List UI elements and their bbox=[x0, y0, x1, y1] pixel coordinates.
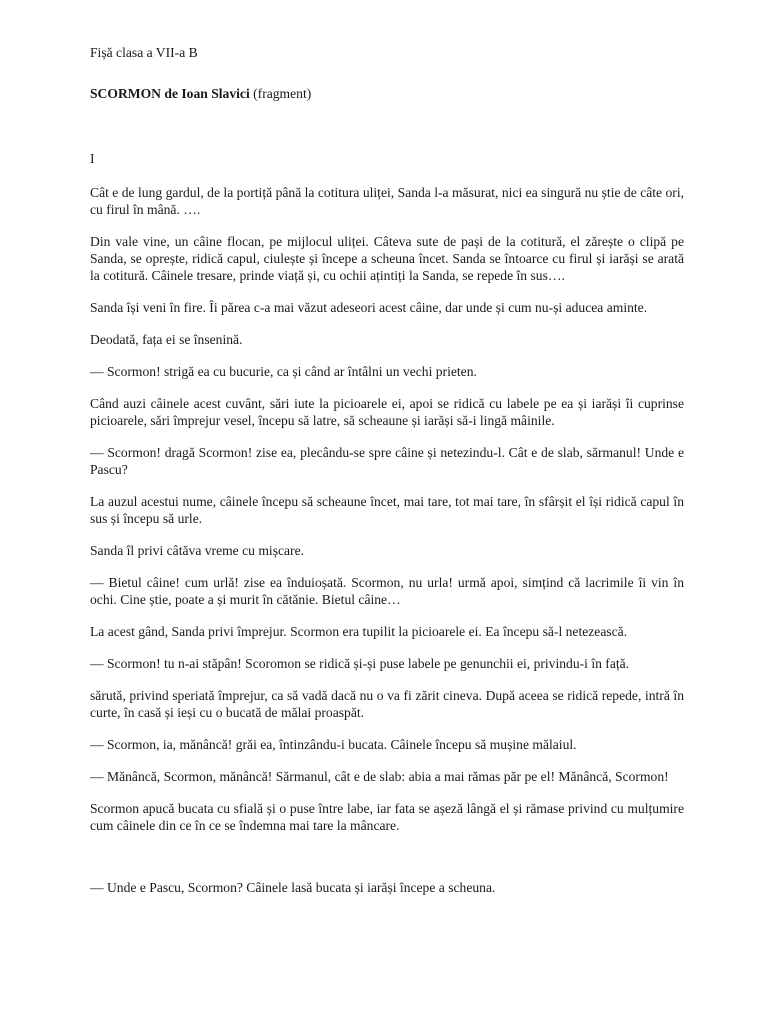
paragraph-11: La acest gând, Sanda privi împrejur. Scormon era tupilit la picioarele ei. Ea începu să-l netezească. bbox=[90, 624, 628, 639]
document-header: Fișă clasa a VII-a B bbox=[90, 45, 198, 60]
paragraph-5: — Scormon! strigă ea cu bucurie, ca și când ar întâlni un vechi prieten. bbox=[90, 364, 477, 379]
section-number: I bbox=[90, 151, 95, 166]
paragraph-15: — Mănâncă, Scormon, mănâncă! Sărmanul, cât e de slab: abia a mai rămas păr pe el! Mănâncă, Scormon! bbox=[90, 769, 669, 784]
paragraph-6: Când auzi câinele acest cuvânt, sări iute la picioarele ei, apoi se ridică cu labele pe ea și iarăși îi cuprinse picioarele, sări împrejur vesel, începu să latre, să scheaune și iarăși să-i lingă mâinile. bbox=[90, 396, 684, 428]
title-subtitle-part: (fragment) bbox=[249, 86, 312, 101]
paragraph-7: — Scormon! dragă Scormon! zise ea, plecându-se spre câine și netezindu-l. Cât e de slab, sărmanul! Unde e Pascu? bbox=[90, 445, 684, 477]
paragraph-12: — Scormon! tu n-ai stăpân! Scoromon se ridică și-și puse labele pe genunchii ei, privindu-i în față. bbox=[90, 656, 630, 671]
paragraph-1: Cât e de lung gardul, de la portiță până la cotitura uliței, Sanda l-a măsurat, nici ea singură nu știe de câte ori, cu firul în mână. …. bbox=[90, 185, 684, 217]
title-bold-part: SCORMON de Ioan Slavici bbox=[90, 86, 250, 101]
paragraph-8: La auzul acestui nume, câinele începu să scheaune încet, mai tare, tot mai tare, în sfârșit el își ridică capul în sus și începu să urle. bbox=[90, 494, 684, 526]
paragraph-13: sărută, privind speriată împrejur, ca să vadă dacă nu o va fi zărit cineva. După aceea se ridică repede, intră în curte, în casă și ieși cu o bucată de mălai proaspăt. bbox=[90, 688, 684, 720]
paragraph-9: Sanda îl privi câtăva vreme cu mișcare. bbox=[90, 543, 305, 558]
paragraph-17: — Unde e Pascu, Scormon? Câinele lasă bucata și iarăși începe a scheuna. bbox=[90, 880, 496, 895]
paragraph-10: — Bietul câine! cum urlă! zise ea înduioșată. Scormon, nu urla! urmă apoi, simțind că lacrimile îi vin în ochi. Cine știe, poate a și murit în cătănie. Bietul câine… bbox=[90, 575, 684, 607]
paragraph-16: Scormon apucă bucata cu sfială și o puse între labe, iar fata se așeză lângă el și rămase privind cu mulțumire cum câinele din ce în ce se îndemna mai tare la mâncare. bbox=[90, 801, 684, 833]
paragraph-2: Din vale vine, un câine flocan, pe mijlocul uliței. Câteva sute de pași de la cotitură, el zărește o clipă pe Sanda, se oprește, ridică capul, ciulește și începe a scheuna încet. Sanda se întoarce cu firul și iarăși se arată la cotitură. Câinele tresare, prinde viață și, cu ochii ațintiți la Sanda, se repede în sus…. bbox=[90, 234, 684, 283]
paragraph-3: Sanda își veni în fire. Îi părea c-a mai văzut adeseori acest câine, dar unde și cum nu-și aducea aminte. bbox=[90, 300, 648, 315]
document-page bbox=[90, 44, 684, 911]
document-title bbox=[90, 85, 684, 102]
paragraph-14: — Scormon, ia, mănâncă! grăi ea, întinzându-i bucata. Câinele începu să mușine mălaiul. bbox=[90, 737, 577, 752]
paragraph-4: Deodată, fața ei se însenină. bbox=[90, 332, 243, 347]
